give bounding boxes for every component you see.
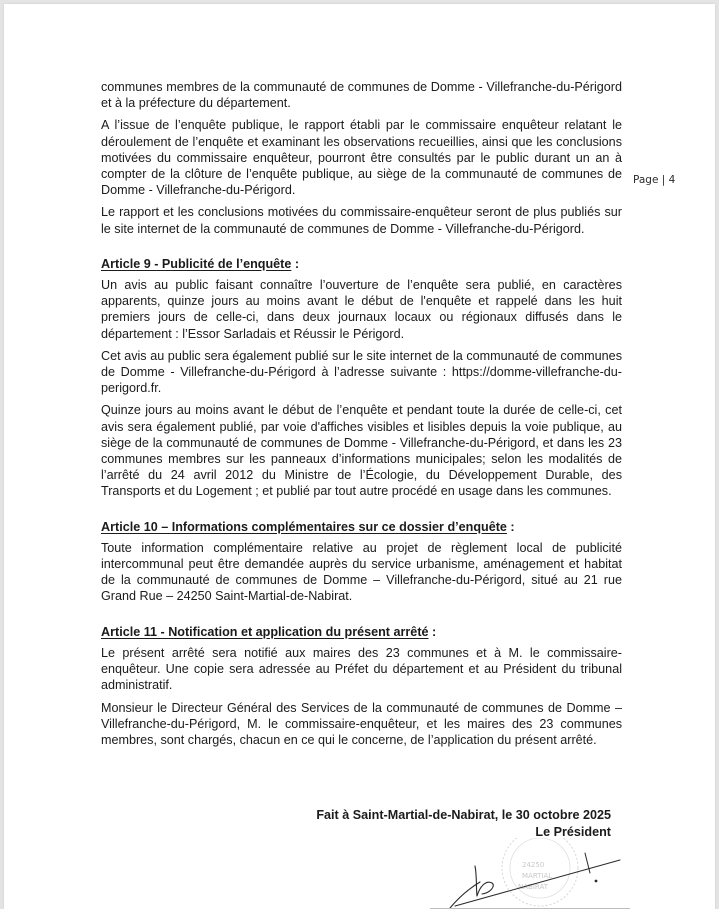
article-heading-title: Article 9 - Publicité de l’enquête (101, 256, 292, 271)
paragraph: A l’issue de l’enquête publique, le rapport établi par le commissaire enquêteur relatant le déroulement de l’enquête et examinant les observations recueillies, ainsi que les conclusions motivées du commissaire enquêteur, pourront être consultés par le public durant un an à compter de la clôture de l’enquête publique, au siège de la communauté de communes de Domme - Villefranche-du-Périgord. (101, 118, 622, 198)
document-page (4, 4, 715, 909)
official-stamp-icon (502, 838, 578, 906)
place-and-date: Fait à Saint-Martial-de-Nabirat, le 30 octobre 2025 (316, 808, 611, 822)
paragraph: Monsieur le Directeur Général des Services de la communauté de communes de Domme – Villefranche-du-Périgord, M. le commissaire-enquêteur, et les maires des 23 communes membres, sont chargés, chacun en ce qui le concerne, de l’application du présent arrêté. (101, 700, 622, 747)
page-number: Page | 4 (633, 174, 676, 186)
article-10 (101, 519, 622, 605)
paragraph: Un avis au public faisant connaître l’ouverture de l’enquête sera publié, en caractères apparents, quinze jours au moins avant le début de l'enquête et rappelé dans les huit premiers jours de celle-ci, dans deux journaux locaux ou régionaux diffusés dans le département : l’Essor Sarladais et Réussir le Périgord. (101, 278, 622, 341)
paragraph: Le rapport et les conclusions motivées du commissaire-enquêteur seront de plus publiés sur le site internet de la communauté de communes de Domme - Villefranche-du-Périgord. (101, 205, 622, 236)
closing-block (316, 807, 611, 841)
paragraph: communes membres de la communauté de communes de Domme - Villefranche-du-Périgord et à la préfecture du département. (101, 80, 622, 111)
article-heading (101, 256, 622, 272)
paragraph: Quinze jours au moins avant le début de l’enquête et pendant toute la durée de celle-ci, cet avis sera également publié, par voie d'affiches visibles et lisibles depuis la voie publique, au siège de la communauté de communes de Domme - Villefranche-du-Périgord, et dans les 23 communes membres sur les panneaux d’informations municipales; selon les modalités de l’arrêté du 24 avril 2012 du Ministre de l’Écologie, du Développement Durable, des Transports et du Logement ; et publié par tout autre procédé en usage dans les communes. (101, 403, 622, 499)
stamp-line: MARTIAL (522, 872, 553, 880)
article-heading-colon: : (291, 256, 300, 271)
intro-section (101, 79, 622, 237)
article-heading (101, 519, 622, 535)
article-9 (101, 256, 622, 500)
document-body (101, 79, 622, 754)
stamp-line: NABIRAT (518, 883, 548, 891)
article-heading-colon: : (428, 624, 437, 639)
article-heading-title: Article 11 - Notification et application du présent arrêté (101, 624, 429, 639)
paragraph: Cet avis au public sera également publié sur le site internet de la communauté de communes de Domme - Villefranche-du-Périgord à l’adresse suivante : https://domme-villefranche-du-perigord.fr. (101, 348, 622, 396)
article-heading (101, 624, 622, 640)
article-heading-colon: : (506, 519, 515, 534)
paragraph: Le présent arrêté sera notifié aux maires des 23 communes et à M. le commissaire-enquêteur. Une copie sera adressée au Préfet du département et au Président du tribunal administratif. (101, 645, 622, 693)
article-11 (101, 624, 622, 748)
stamp-line: 24250 (522, 861, 545, 869)
paragraph: Toute information complémentaire relative au projet de règlement local de publicité intercommunal peut être demandée auprès du service urbanisme, aménagement et habitat de la communauté de communes de Domme – Villefranche-du-Périgord, situé au 21 rue Grand Rue – 24250 Saint-Martial-de-Nabirat. (101, 540, 622, 604)
signature-and-stamp (430, 838, 630, 909)
signatory-title: Le Président (535, 825, 611, 839)
article-heading-title: Article 10 – Informations complémentaires sur ce dossier d’enquête (101, 519, 507, 534)
